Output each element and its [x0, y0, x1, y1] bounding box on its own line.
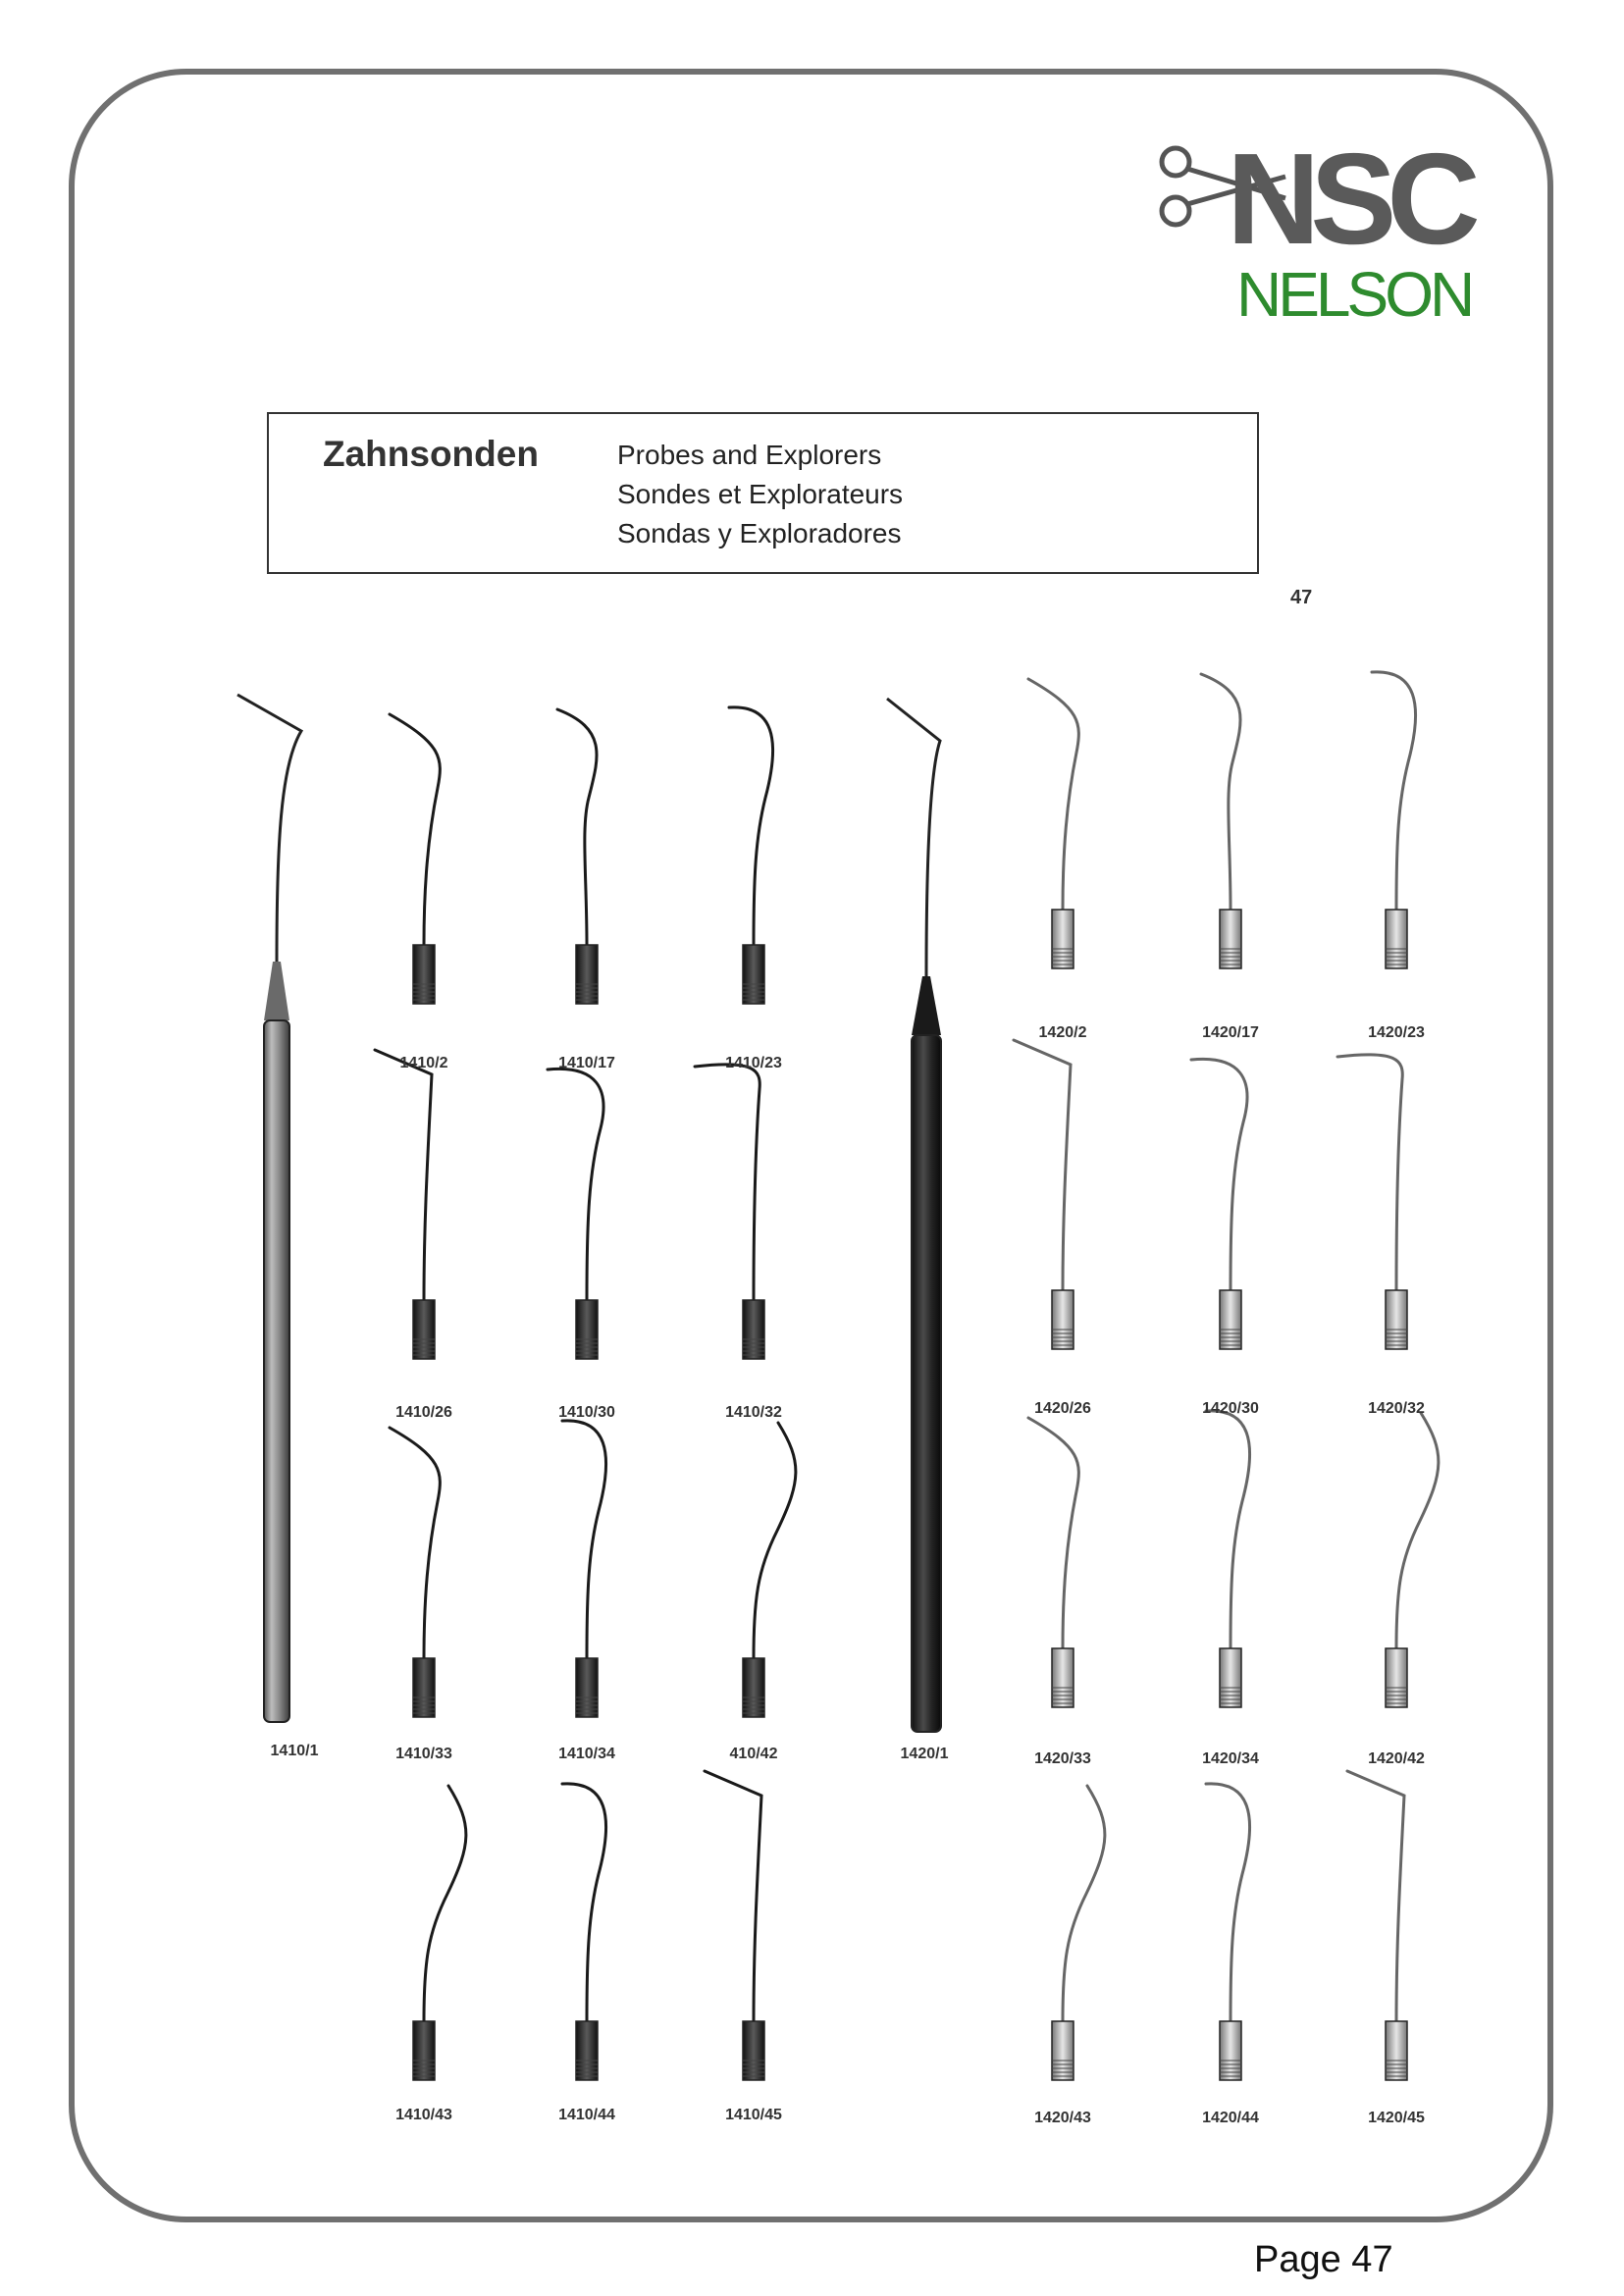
tip-collar	[1220, 910, 1241, 968]
tip-collar	[1386, 1648, 1407, 1707]
instrument-code: 1410/30	[558, 1404, 615, 1421]
tip-1410-26	[375, 1050, 435, 1359]
title-german: Zahnsonden	[323, 434, 539, 474]
tip-1410-44	[562, 1784, 606, 2080]
tip-collar	[576, 2021, 598, 2080]
instrument-code: 1410/45	[725, 2107, 782, 2123]
instrument-code: 1420/43	[1034, 2110, 1091, 2126]
probe-tip	[1206, 1411, 1250, 1648]
tip-collar	[1220, 2021, 1241, 2080]
tip-collar	[1052, 1290, 1074, 1349]
probe-tip	[390, 1428, 440, 1658]
instrument-code: 1410/32	[725, 1404, 782, 1421]
tip-1420-45	[1347, 1771, 1407, 2080]
tip-collar	[743, 1658, 764, 1717]
svg-text:NSC: NSC	[1227, 128, 1471, 265]
tip-collar	[576, 1658, 598, 1717]
instrument-code: 1420/44	[1202, 2110, 1259, 2126]
tip-1410-30	[548, 1069, 603, 1359]
instrument-code: 1420/1	[900, 1746, 949, 1762]
probe-tip	[887, 699, 940, 976]
tip-collar	[1052, 1648, 1074, 1707]
instrument-code: 1410/44	[558, 2107, 615, 2123]
probe-tip	[1396, 1413, 1439, 1648]
probe-tip	[1337, 1055, 1402, 1290]
tip-1420-42	[1386, 1413, 1439, 1707]
handle-taper	[264, 962, 289, 1020]
instrument-code: 1420/2	[1038, 1024, 1087, 1041]
tip-collar	[413, 945, 435, 1004]
catalog-page-number: 47	[1290, 587, 1313, 608]
tip-1420-33	[1028, 1418, 1078, 1707]
instrument-code: 1420/23	[1368, 1024, 1425, 1041]
tip-collar	[1386, 1290, 1407, 1349]
probe-tip	[729, 707, 773, 945]
handle-body	[264, 1020, 289, 1722]
probe-tip	[1014, 1040, 1071, 1290]
tip-collar	[1220, 1290, 1241, 1349]
probe-tip	[705, 1771, 761, 2021]
handle-1410-1	[237, 695, 301, 1722]
tip-1410-34	[562, 1421, 606, 1717]
tip-collar	[413, 1300, 435, 1359]
tip-collar	[743, 945, 764, 1004]
probe-tip	[695, 1065, 760, 1300]
tip-collar	[1052, 910, 1074, 968]
tip-1420-44	[1206, 1784, 1250, 2080]
probe-tip	[562, 1421, 606, 1658]
probe-tip	[1201, 674, 1240, 910]
instrument-code: 1410/2	[399, 1055, 448, 1071]
tip-1410-17	[557, 709, 598, 1004]
tip-1410-45	[705, 1771, 764, 2080]
tip-1420-23	[1372, 672, 1416, 968]
instrument-code: 1410/26	[395, 1404, 452, 1421]
page-footer: Page 47	[1254, 2239, 1393, 2280]
tip-410-42	[743, 1423, 796, 1717]
tip-1410-23	[729, 707, 773, 1004]
tip-1420-32	[1337, 1055, 1407, 1349]
probe-tip	[557, 709, 597, 945]
tip-collar	[743, 2021, 764, 2080]
probe-tip	[562, 1784, 606, 2021]
probe-tip	[237, 695, 301, 962]
handle-1420-1	[887, 699, 941, 1732]
tip-1420-43	[1052, 1786, 1105, 2080]
probe-tip	[390, 714, 440, 945]
handle-taper	[912, 976, 941, 1035]
tip-1420-2	[1028, 679, 1078, 968]
instrument-code: 1420/26	[1034, 1400, 1091, 1417]
tip-collar	[413, 2021, 435, 2080]
tip-collar	[576, 1300, 598, 1359]
instrument-code: 1420/45	[1368, 2110, 1425, 2126]
tip-collar	[413, 1658, 435, 1717]
instrument-code: 410/42	[729, 1746, 778, 1762]
nelson-wordmark: NELSON	[1236, 259, 1472, 330]
instrument-code: 1420/17	[1202, 1024, 1259, 1041]
probe-tip	[1347, 1771, 1404, 2021]
instrument-code: 1410/23	[725, 1055, 782, 1071]
title-spanish: Sondas y Exploradores	[617, 518, 902, 548]
probe-tip	[1206, 1784, 1250, 2021]
instrument-code: 1410/33	[395, 1746, 452, 1762]
probe-tip	[548, 1069, 603, 1300]
tip-1420-30	[1191, 1059, 1247, 1349]
probe-tip	[1372, 672, 1416, 910]
tip-collar	[1220, 1648, 1241, 1707]
tip-1420-26	[1014, 1040, 1074, 1349]
probe-tip	[1028, 679, 1078, 910]
tip-1410-32	[695, 1065, 764, 1359]
tip-1410-2	[390, 714, 440, 1004]
probe-tip	[1063, 1786, 1105, 2021]
instrument-code: 1420/34	[1202, 1750, 1259, 1767]
tip-collar	[1386, 2021, 1407, 2080]
instrument-code: 1420/32	[1368, 1400, 1425, 1417]
tip-collar	[1052, 2021, 1074, 2080]
tip-1410-43	[413, 1786, 466, 2080]
probe-tip	[754, 1423, 796, 1658]
tip-collar	[576, 945, 598, 1004]
instrument-code: 1410/1	[270, 1743, 319, 1759]
tip-1420-34	[1206, 1411, 1250, 1707]
instrument-code: 1410/43	[395, 2107, 452, 2123]
handle-body	[912, 1035, 941, 1732]
title-english: Probes and Explorers	[617, 440, 882, 470]
instrument-code: 1420/42	[1368, 1750, 1425, 1767]
probe-tip	[424, 1786, 466, 2021]
tip-collar	[743, 1300, 764, 1359]
instrument-code: 1410/34	[558, 1746, 615, 1762]
instrument-code: 1420/33	[1034, 1750, 1091, 1767]
tip-collar	[1386, 910, 1407, 968]
instrument-code: 1420/30	[1202, 1400, 1259, 1417]
title-french: Sondes et Explorateurs	[617, 479, 904, 509]
probe-tip	[1191, 1059, 1247, 1290]
instrument-code: 1410/17	[558, 1055, 615, 1071]
probe-tip	[1028, 1418, 1078, 1648]
probe-tip	[375, 1050, 432, 1300]
tip-1420-17	[1201, 674, 1241, 968]
tip-1410-33	[390, 1428, 440, 1717]
